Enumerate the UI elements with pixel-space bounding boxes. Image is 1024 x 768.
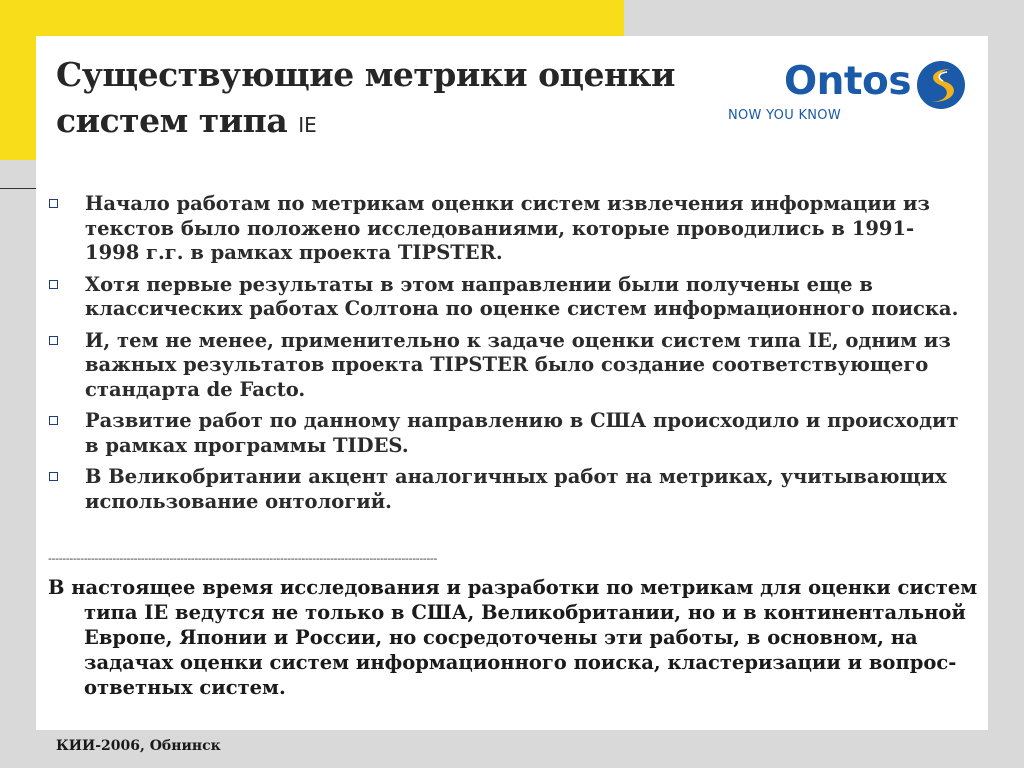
slide-title-main: Существующие метрики оценки систем типа: [56, 55, 675, 140]
slide-title-suffix: IE: [298, 113, 317, 137]
hollow-square-bullet-icon: [49, 199, 58, 208]
bullet-text: В Великобритании акцент аналогичных работ на метриках, учитывающих использование онтологий.: [85, 465, 947, 513]
bullet-item: [48, 192, 968, 266]
bullet-text: Хотя первые результаты в этом направлении были получены еще в классических работах Солтона по оценке систем информационного поиска.: [85, 272, 959, 320]
bullet-item: [48, 329, 968, 403]
bullet-item: [48, 465, 968, 514]
summary-paragraph: В настоящее время исследования и разработки по метрикам для оценки систем типа IE ведутся не только в США, Великобритании, но и в континентальной Европе, Японии и России, но сосредоточены эти работы, в основном, на задачах оценки систем информационного поиска, кластеризации и вопрос-ответных систем.: [48, 576, 978, 699]
logo-name: Ontos: [784, 59, 912, 104]
bullet-item: [48, 273, 968, 322]
hollow-square-bullet-icon: [49, 336, 58, 345]
bullet-text: Развитие работ по данному направлению в США происходило и происходит в рамках программы TIDES.: [85, 409, 959, 457]
hollow-square-bullet-icon: [49, 472, 58, 481]
hollow-square-bullet-icon: [49, 280, 58, 289]
bullet-list: [48, 192, 968, 521]
dashed-separator: -------------------------------------------------------------------------------------------------------------: [48, 552, 438, 565]
left-rule-line: [0, 188, 36, 189]
hollow-square-bullet-icon: [49, 416, 58, 425]
bullet-item: [48, 409, 968, 458]
slide-title: [56, 52, 696, 148]
ontos-s-swirl-icon: [916, 60, 966, 110]
slide-footer: КИИ-2006, Обнинск: [56, 738, 221, 754]
bullet-text: Начало работам по метрикам оценки систем извлечения информации из текстов было положено исследованиями, которые проводились в 1991-1998 г.г. в рамках проекта TIPSTER.: [85, 192, 930, 264]
bullet-text: И, тем не менее, применительно к задаче оценки систем типа IE, одним из важных результатов проекта TIPSTER было создание соответствующего стандарта de Facto.: [85, 328, 951, 401]
logo-tagline: NOW YOU KNOW: [728, 108, 841, 123]
ontos-logo: [726, 58, 968, 128]
